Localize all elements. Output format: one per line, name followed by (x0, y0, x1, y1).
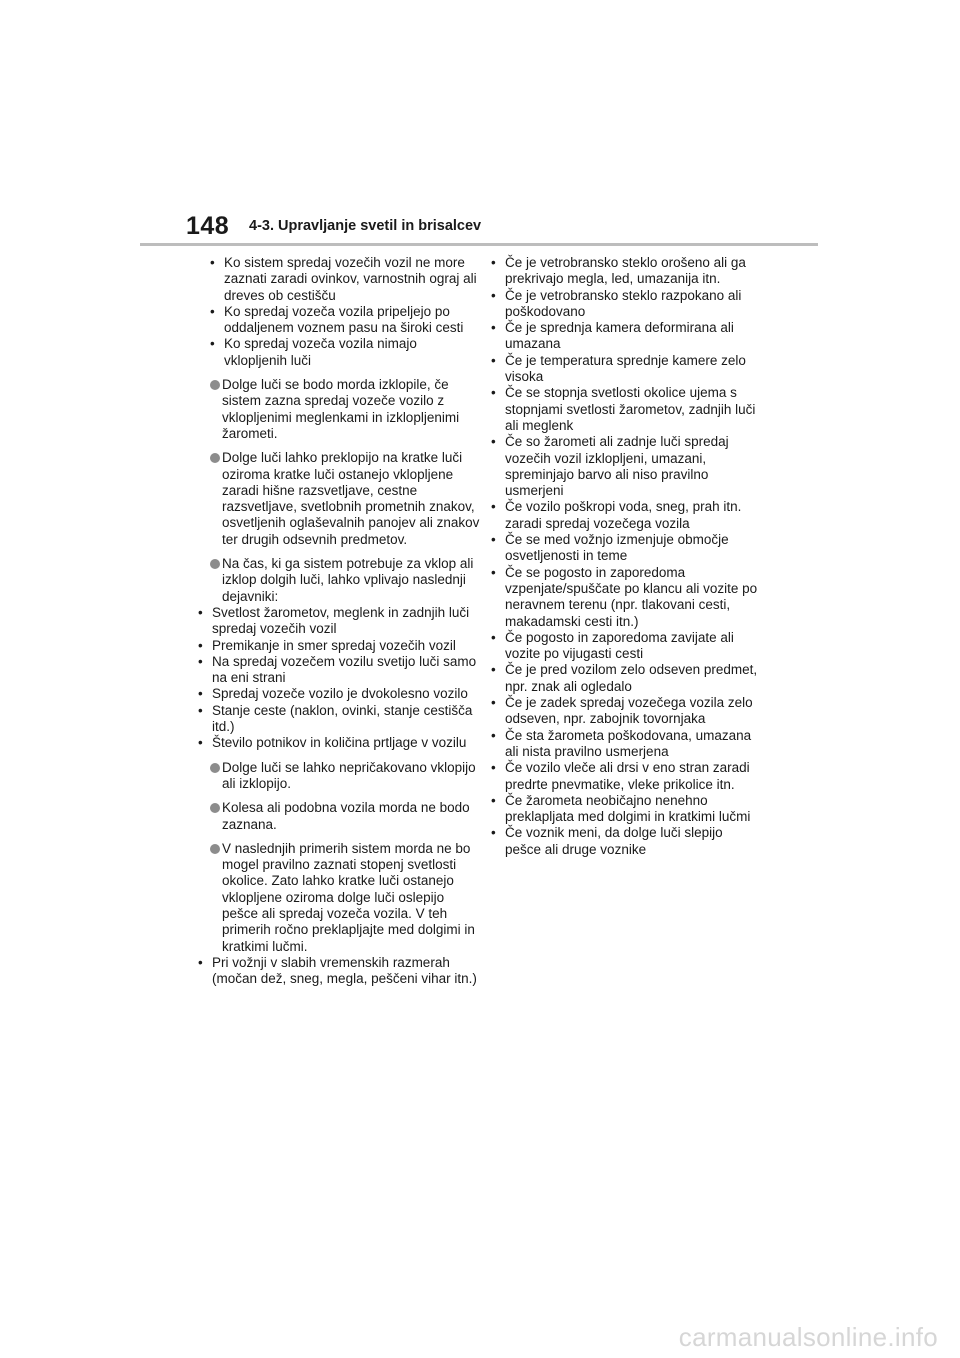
bullet-circle-icon (210, 803, 220, 813)
paragraph (210, 377, 480, 442)
list-item: • Stanje ceste (naklon, ovinki, stanje cestišča itd.) (198, 703, 480, 736)
list-item: • Pri vožnji v slabih vremenskih razmerah (močan dež, sneg, megla, peščeni vihar itn.) (198, 955, 480, 988)
paragraph (210, 556, 480, 605)
paragraph-text: Kolesa ali podobna vozila morda ne bodo zaznana. (222, 800, 470, 832)
paragraph-text: Dolge luči se lahko nepričakovano vklopijo ali izklopijo. (222, 759, 476, 791)
paragraph-text: Dolge luči se bodo morda izklopile, če sistem zazna spredaj vozeče vozilo z vklopljenimi meglenkami in izklopljenimi žarometi. (222, 377, 460, 441)
list-item: • Če je temperatura sprednje kamere zelo visoka (491, 353, 761, 386)
watermark: carmanualsonline.info (678, 1322, 938, 1352)
list-item: • Ko spredaj vozeča vozila nimajo vklopljenih luči (210, 336, 480, 369)
list-item: • Premikanje in smer spredaj vozečih vozil (198, 638, 480, 654)
paragraph-text: Na čas, ki ga sistem potrebuje za vklop ali izklop dolgih luči, lahko vplivajo naslednji dejavniki: (222, 556, 474, 604)
list-item: • Na spredaj vozečem vozilu svetijo luči samo na eni strani (198, 654, 480, 687)
list-item: • Spredaj vozeče vozilo je dvokolesno vozilo (198, 686, 480, 702)
list-item: • Število potnikov in količina prtljage v vozilu (198, 735, 480, 751)
list-item: • Če se pogosto in zaporedoma vzpenjate/spuščate po klancu ali vozite po neravnem terenu (npr. tlakovani cesti, makadamski cesti itn.) (491, 565, 761, 630)
paragraph (210, 760, 480, 793)
paragraph (210, 841, 480, 955)
list-item: • Ko spredaj vozeča vozila pripeljejo po oddaljenem voznem pasu na široki cesti (210, 304, 480, 337)
paragraph (210, 800, 480, 833)
header-divider (140, 243, 818, 246)
list-item: • Če se stopnja svetlosti okolice ujema s stopnjami svetlosti žarometov, zadnjih luči ali meglenk (491, 385, 761, 434)
list-item: • Če pogosto in zaporedoma zavijate ali vozite po vijugasti cesti (491, 630, 761, 663)
right-column (491, 255, 761, 858)
list-item: • Če so žarometi ali zadnje luči spredaj vozečih vozil izklopljeni, umazani, spreminjajo barvo ali niso pravilno usmerjeni (491, 434, 761, 499)
bullet-circle-icon (210, 380, 220, 390)
bullet-circle-icon (210, 844, 220, 854)
list-item: • Če vozilo vleče ali drsi v eno stran zaradi predrte pnevmatike, vleke prikolice itn. (491, 760, 761, 793)
list-item: • Če žarometa neobičajno nenehno preklapljata med dolgimi in kratkimi lučmi (491, 793, 761, 826)
left-column (210, 255, 480, 987)
list-item: • Če je zadek spredaj vozečega vozila zelo odseven, npr. zabojnik tovornjaka (491, 695, 761, 728)
list-item: • Če je vetrobransko steklo orošeno ali ga prekrivajo megla, led, umazanija itn. (491, 255, 761, 288)
bullet-circle-icon (210, 763, 220, 773)
list-item: • Če je pred vozilom zelo odseven predmet, npr. znak ali ogledalo (491, 662, 761, 695)
list-item: • Če se med vožnjo izmenjuje območje osvetljenosti in teme (491, 532, 761, 565)
paragraph (210, 450, 480, 548)
page-number: 148 (186, 212, 230, 240)
paragraph-text: Dolge luči lahko preklopijo na kratke luči oziroma kratke luči ostanejo vklopljene zaradi hišne razsvetljave, cestne razsvetljave, svetlobnih prometnih znakov, osvetljenih oglaševalnih panojev ali znakov ter drugih odsevnih predmetov. (222, 450, 480, 547)
bullet-circle-icon (210, 453, 220, 463)
list-item: • Če vozilo poškropi voda, sneg, prah itn. zaradi spredaj vozečega vozila (491, 499, 761, 532)
section-title: 4-3. Upravljanje svetil in brisalcev (249, 218, 482, 234)
list-item: • Če je vetrobransko steklo razpokano ali poškodovano (491, 288, 761, 321)
list-item: • Ko sistem spredaj vozečih vozil ne more zaznati zaradi ovinkov, varnostnih ograj ali dreves ob cestišču (210, 255, 480, 304)
list-item: • Če sta žarometa poškodovana, umazana ali nista pravilno usmerjena (491, 728, 761, 761)
list-item: • Če voznik meni, da dolge luči slepijo pešce ali druge voznike (491, 825, 761, 858)
paragraph-text: V naslednjih primerih sistem morda ne bo mogel pravilno zaznati stopenj svetlosti okolice. Zato lahko kratke luči ostanejo vklopljene oziroma dolge luči oslepijo pešce ali spredaj vozeča vozila. V teh primerih ročno preklapljajte med dolgimi in kratkimi lučmi. (222, 840, 475, 954)
list-item: • Če je sprednja kamera deformirana ali umazana (491, 320, 761, 353)
list-item: • Svetlost žarometov, meglenk in zadnjih luči spredaj vozečih vozil (198, 605, 480, 638)
bullet-circle-icon (210, 559, 220, 569)
